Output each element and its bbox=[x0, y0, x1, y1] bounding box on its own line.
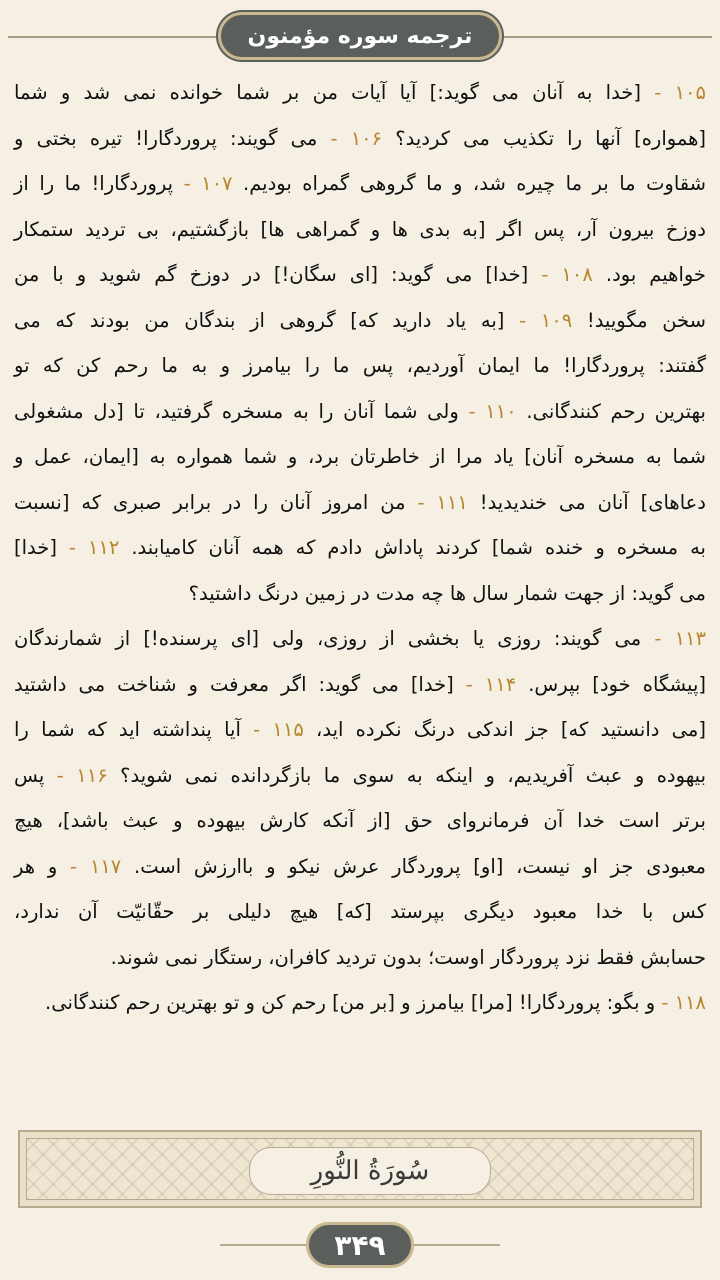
text-line: گفتند: پروردگارا! ما ایمان آوردیم، پس ما را بیامرز و به ما رحم کن که تو bbox=[14, 354, 706, 377]
verse-number: ۱۱۲ - bbox=[68, 536, 120, 559]
verse-number: ۱۱۳ - bbox=[654, 627, 706, 650]
page-title: ترجمه سوره مؤمنون bbox=[247, 23, 473, 49]
translation-text bbox=[14, 70, 706, 1026]
text-line: می گوید: از جهت شمار سال ها چه مدت در زمین درنگ داشتید؟ bbox=[188, 581, 706, 605]
surah-banner bbox=[18, 1130, 702, 1208]
verse-number: ۱۰۸ - bbox=[541, 263, 593, 286]
text-line: [می دانستید که] جز اندکی درنگ نکرده اید، ۱۱۵ - آیا پنداشته اید که شما را bbox=[14, 718, 706, 741]
page-title-badge bbox=[218, 12, 502, 60]
verse-number: ۱۱۷ - bbox=[70, 854, 122, 878]
text-line: حسابش فقط نزد پروردگار اوست؛ بدون تردید کافران، رستگار نمی شوند. bbox=[110, 945, 706, 969]
text-line: خواهیم بود. ۱۰۸ - [خدا] می گوید: [ای سگان!] در دوزخ گم شوید و با من bbox=[14, 263, 706, 286]
verse-number: ۱۰۶ - bbox=[330, 126, 383, 150]
verse-number: ۱۱۰ - bbox=[468, 399, 517, 423]
text-line: برتر است خدا آن فرمانروای حق [از آنکه کارش بیهوده و عبث باشد]، هیچ bbox=[14, 809, 706, 832]
text-line: ۱۱۸ - و بگو: پروردگارا! [مرا] بیامرز و [بر من] رحم کن و تو بهترین رحم کنندگانی. bbox=[45, 991, 706, 1014]
text-line: کس با خدا معبود دیگری بپرستد [که] هیچ دلیلی بر حقّانیّت آن ندارد، bbox=[14, 900, 706, 923]
page-number: ۳۴۹ bbox=[334, 1228, 386, 1262]
verse-number: ۱۰۷ - bbox=[183, 172, 233, 195]
text-line: بهترین رحم کنندگانی. ۱۱۰ - ولی شما آنان را به مسخره گرفتید، تا [دل مشغولی bbox=[14, 399, 706, 423]
text-line: [پیشگاه خود] بپرس. ۱۱۴ - [خدا] می گوید: اگر معرفت و شناخت می داشتید bbox=[14, 672, 706, 696]
verse-number: ۱۱۶ - bbox=[56, 763, 108, 787]
verse-number: ۱۰۹ - bbox=[519, 308, 573, 332]
text-line: دوزخ بیرون آر، پس اگر [به بدی ها و گمراهی ها] بازگشتیم، بی تردید ستمکار bbox=[14, 217, 706, 241]
text-line: سخن مگویید! ۱۰۹ - [به یاد دارید که] گروهی از بندگان من بودند که می bbox=[14, 308, 706, 332]
text-line: بیهوده و عبث آفریدیم، و اینکه به سوی ما بازگردانده نمی شوید؟ ۱۱۶ - پس bbox=[14, 763, 706, 787]
verse-number: ۱۱۵ - bbox=[253, 718, 304, 741]
verse-number: ۱۱۱ - bbox=[417, 490, 468, 514]
page-number-badge bbox=[306, 1222, 414, 1268]
text-line: معبودی جز او نیست، [او] پروردگار عرش نیکو و باارزش است. ۱۱۷ - و هر bbox=[14, 854, 706, 878]
verse-number: ۱۱۴ - bbox=[465, 672, 517, 696]
text-line: ۱۰۵ - [خدا به آنان می گوید:] آیا آیات من بر شما خوانده نمی شد و شما bbox=[14, 81, 706, 104]
text-line: [همواره] آنها را تکذیب می کردید؟ ۱۰۶ - می گویند: پروردگارا! تیره بختی و bbox=[14, 126, 706, 150]
text-line: ۱۱۳ - می گویند: روزی یا بخشی از روزی، ولی [ای پرسنده!] از شمارندگان bbox=[14, 627, 706, 650]
verse-number: ۱۱۸ - bbox=[661, 991, 706, 1014]
surah-banner-ornament bbox=[26, 1138, 694, 1200]
surah-banner-title: سُورَةُ النُّورِ bbox=[310, 1156, 430, 1186]
text-line: به مسخره و خنده شما] کردند پاداش دادم که همه آنان کامیابند. ۱۱۲ - [خدا] bbox=[14, 536, 706, 559]
verse-number: ۱۰۵ - bbox=[654, 81, 706, 104]
surah-banner-cartouche bbox=[249, 1147, 491, 1195]
text-line: شقاوت ما بر ما چیره شد، و ما گروهی گمراه بودیم. ۱۰۷ - پروردگارا! ما را از bbox=[14, 172, 706, 195]
text-line: دعاهای] آنان می خندیدید! ۱۱۱ - من امروز آنان را در برابر صبری که [نسبت bbox=[14, 490, 706, 514]
text-line: شما به مسخره آنان] یاد مرا از خاطرتان برد، و شما همواره به [ایمان، عمل و bbox=[14, 445, 706, 468]
